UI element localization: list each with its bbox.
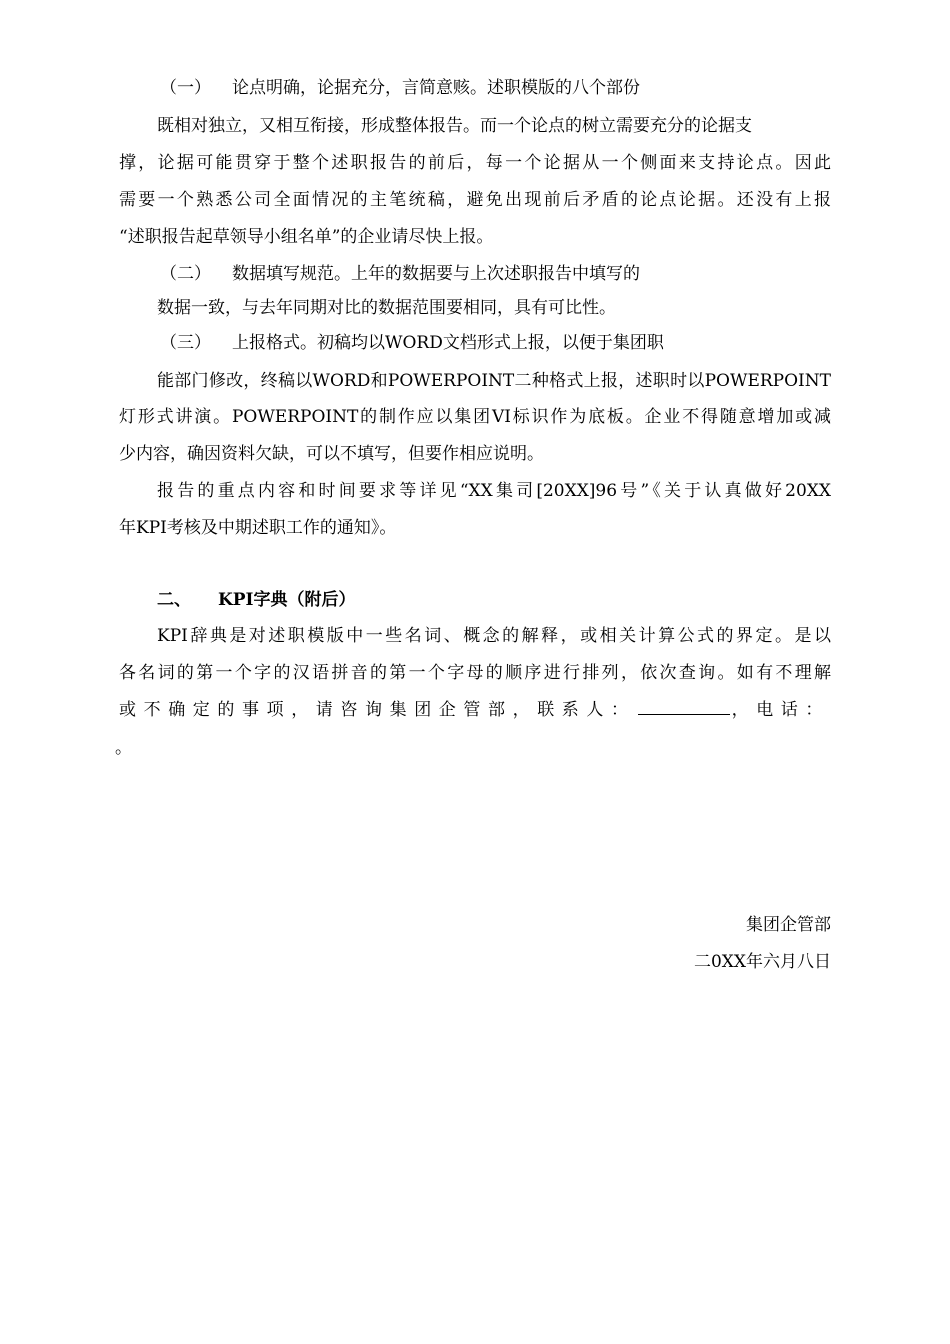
item2-line-1: 数据一致，与去年同期对比的数据范围要相同，具有可比性。	[157, 298, 616, 318]
kpi-line-2: 各名词的第一个字的汉语拼音的第一个字母的顺序进行排列，依次查询。如有不理解	[119, 663, 831, 683]
signature-department: 集团企管部	[746, 915, 831, 935]
kpi-contact-suffix: ，电话：	[731, 700, 831, 720]
kpi-contact-prefix: 或不确定的事项，请咨询集团企管部，联系人：	[119, 700, 636, 720]
item1-line-4: “述职报告起草领导小组名单”的企业请尽快上报。	[119, 227, 494, 247]
item3-marker: （三）	[160, 333, 211, 353]
item3-lead: 上报格式。初稿均以WORD文档形式上报，以便于集团职	[232, 333, 664, 353]
report-note-line-2: 年KPI考核及中期述职工作的通知》。	[119, 518, 397, 538]
item2-marker: （二）	[160, 264, 211, 284]
kpi-heading-number: 二、	[157, 590, 191, 610]
item1-lead: 论点明确，论据充分，言简意赅。述职模版的八个部份	[232, 78, 640, 98]
item3-line-2: 灯形式讲演。POWERPOINT的制作应以集团VI标识作为底板。企业不得随意增加或减	[119, 407, 831, 427]
item3-line-1: 能部门修改，终稿以WORD和POWERPOINT二种格式上报，述职时以POWERPOINT	[157, 371, 831, 391]
item1-line-2: 撑，论据可能贯穿于整个述职报告的前后，每一个论据从一个侧面来支持论点。因此	[119, 153, 831, 173]
kpi-contact-line	[119, 698, 831, 722]
item1-marker: （一）	[160, 78, 211, 98]
signature-date: 二0XX年六月八日	[693, 952, 831, 972]
kpi-tail: 。	[115, 738, 132, 758]
kpi-line-1: KPI辞典是对述职模版中一些名词、概念的解释，或相关计算公式的界定。是以	[157, 626, 831, 646]
contact-person-blank	[638, 698, 730, 715]
item1-line-3: 需要一个熟悉公司全面情况的主笔统稿，避免出现前后矛盾的论点论据。还没有上报	[119, 190, 831, 210]
kpi-heading-text: KPI字典（附后）	[218, 590, 356, 610]
item3-line-3: 少内容，确因资料欠缺，可以不填写，但要作相应说明。	[119, 444, 544, 464]
item2-lead: 数据填写规范。上年的数据要与上次述职报告中填写的	[232, 264, 640, 284]
report-note-line-1: 报告的重点内容和时间要求等详见“XX集司[20XX]96号”《关于认真做好20XX	[157, 481, 831, 501]
item1-line-1: 既相对独立，又相互衔接，形成整体报告。而一个论点的树立需要充分的论据支	[157, 116, 752, 136]
